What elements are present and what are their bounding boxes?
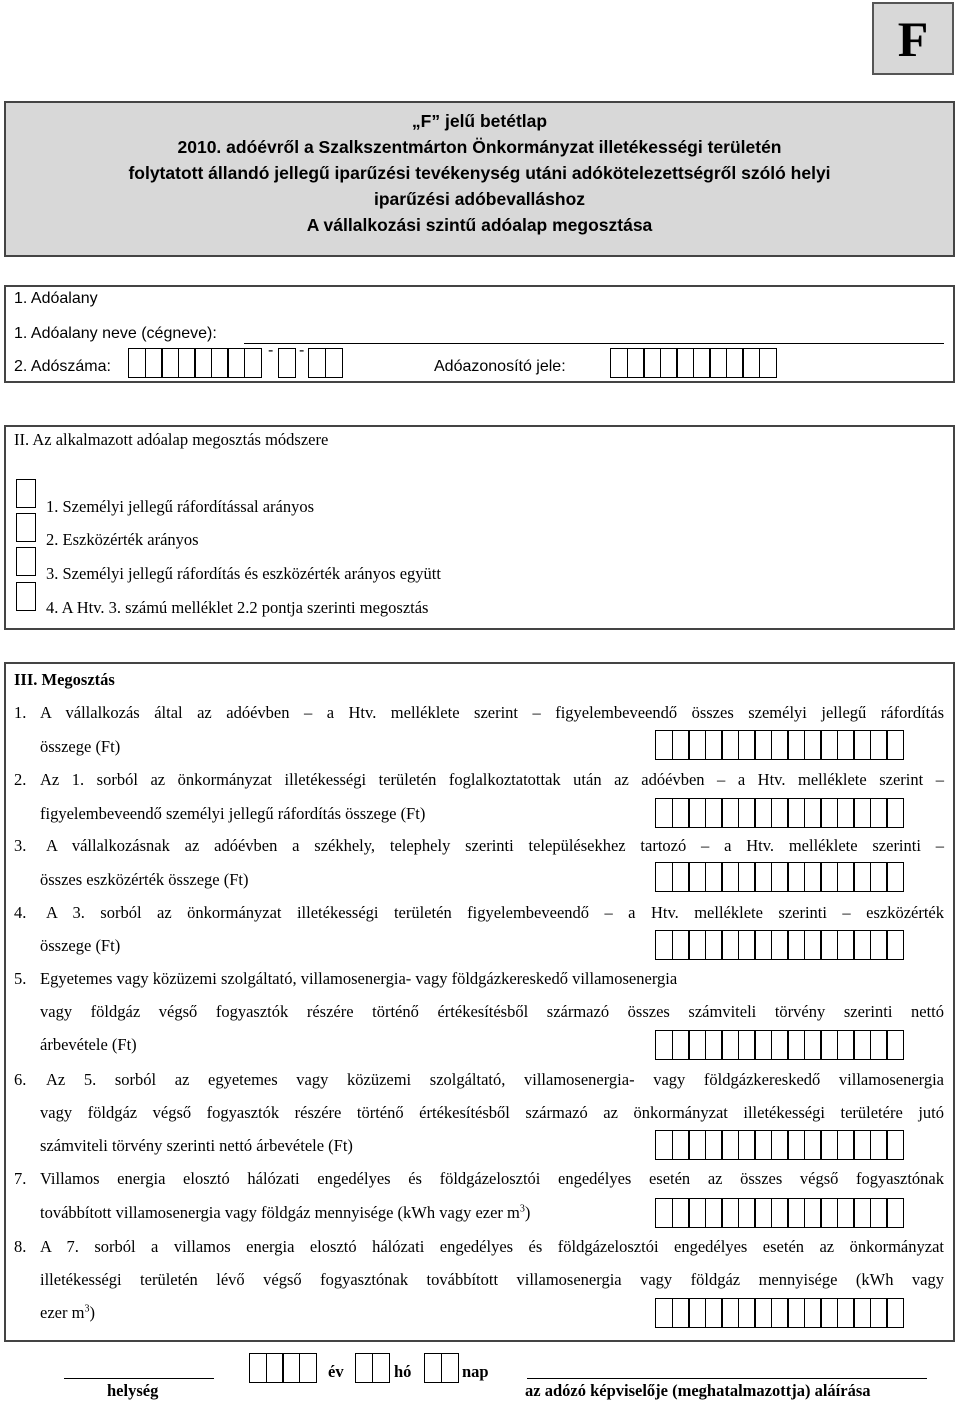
- digit-box[interactable]: [837, 1130, 855, 1160]
- digit-box[interactable]: [787, 798, 805, 828]
- digit-box[interactable]: [804, 862, 822, 892]
- digit-box[interactable]: [787, 1198, 805, 1228]
- digit-box[interactable]: [643, 348, 661, 378]
- digit-box[interactable]: [771, 862, 789, 892]
- digit-box[interactable]: [282, 1353, 300, 1383]
- digit-box[interactable]: [886, 798, 904, 828]
- dash-separator: -: [268, 342, 274, 359]
- item-number: 7.: [14, 1169, 27, 1188]
- digit-box[interactable]: [771, 1030, 789, 1060]
- digit-box[interactable]: [672, 1030, 690, 1060]
- item-number: 6.: [14, 1070, 27, 1089]
- amount-boxes-6[interactable]: [655, 1130, 903, 1160]
- digit-box[interactable]: [672, 1298, 690, 1328]
- dash-separator: -: [299, 342, 305, 359]
- digit-box[interactable]: [672, 798, 690, 828]
- item-text: összege (Ft): [40, 737, 121, 756]
- method-checkbox-2[interactable]: [16, 513, 36, 542]
- digit-box[interactable]: [804, 1130, 822, 1160]
- item-text: figyelembeveendő személyi jellegű ráfordítás összege (Ft): [40, 804, 426, 823]
- digit-box[interactable]: [870, 1130, 888, 1160]
- digit-box[interactable]: [244, 348, 262, 378]
- digit-box[interactable]: [820, 862, 838, 892]
- digit-box[interactable]: [688, 930, 706, 960]
- digit-box[interactable]: [721, 1298, 739, 1328]
- day-label: nap: [462, 1362, 489, 1381]
- digit-box[interactable]: [837, 798, 855, 828]
- digit-box[interactable]: [655, 1130, 673, 1160]
- digit-box[interactable]: [705, 1130, 723, 1160]
- digit-box[interactable]: [754, 798, 772, 828]
- digit-box[interactable]: [738, 798, 756, 828]
- digit-box[interactable]: [771, 930, 789, 960]
- signature-label: az adózó képviselője (meghatalmazottja) aláírása: [525, 1381, 871, 1400]
- item-text: Villamos energia elosztó hálózati engedélyes és földgázelosztói engedélyes esetén az összes végső fogyasztónak: [40, 1169, 944, 1188]
- digit-box[interactable]: [820, 1130, 838, 1160]
- digit-box[interactable]: [853, 730, 871, 760]
- digit-box[interactable]: [804, 930, 822, 960]
- digit-box[interactable]: [787, 730, 805, 760]
- digit-box[interactable]: [308, 348, 326, 378]
- digit-box[interactable]: [738, 1130, 756, 1160]
- amount-boxes-1[interactable]: [655, 730, 903, 760]
- digit-box[interactable]: [820, 798, 838, 828]
- digit-box[interactable]: [688, 862, 706, 892]
- digit-box[interactable]: [787, 1298, 805, 1328]
- taxpayer-name-field[interactable]: [244, 343, 944, 344]
- digit-box[interactable]: [870, 930, 888, 960]
- digit-box[interactable]: [886, 862, 904, 892]
- digit-box[interactable]: [721, 1030, 739, 1060]
- digit-box[interactable]: [655, 730, 673, 760]
- digit-box[interactable]: [325, 348, 343, 378]
- digit-box[interactable]: [738, 1298, 756, 1328]
- digit-box[interactable]: [128, 348, 146, 378]
- digit-box[interactable]: [721, 1130, 739, 1160]
- digit-box[interactable]: [672, 930, 690, 960]
- digit-box[interactable]: [853, 1198, 871, 1228]
- place-label: helység: [107, 1381, 159, 1400]
- digit-box[interactable]: [787, 862, 805, 892]
- digit-box[interactable]: [278, 348, 296, 378]
- digit-box[interactable]: [688, 798, 706, 828]
- item-text: összes eszközérték összege (Ft): [40, 870, 249, 889]
- digit-box[interactable]: [787, 930, 805, 960]
- digit-box[interactable]: [870, 1198, 888, 1228]
- item-text: Az 1. sorból az önkormányzat illetékességi területén foglalkoztatottak után az adóévben – a Htv. melléklete szerint –: [40, 770, 944, 789]
- item-text: A vállalkozásnak az adóévben a székhely, telephely szerinti településekhez tartozó – a Htv. melléklete szerinti –: [46, 836, 944, 855]
- digit-box[interactable]: [754, 730, 772, 760]
- digit-box[interactable]: [721, 798, 739, 828]
- digit-box[interactable]: [672, 730, 690, 760]
- tax-id-boxes[interactable]: [610, 348, 775, 378]
- amount-boxes-4[interactable]: [655, 930, 903, 960]
- digit-box[interactable]: [726, 348, 744, 378]
- digit-box[interactable]: [693, 348, 711, 378]
- digit-box[interactable]: [705, 862, 723, 892]
- method-checkbox-3[interactable]: [16, 547, 36, 576]
- digit-box[interactable]: [886, 1298, 904, 1328]
- digit-box[interactable]: [355, 1353, 373, 1383]
- tax-id-label: Adóazonosító jele:: [434, 358, 566, 375]
- section-title: III. Megosztás: [14, 670, 115, 689]
- digit-box[interactable]: [870, 730, 888, 760]
- digit-box[interactable]: [227, 348, 245, 378]
- section-title: 1. Adóalany: [14, 290, 98, 307]
- digit-box[interactable]: [655, 1030, 673, 1060]
- section-title: II. Az alkalmazott adóalap megosztás módszere: [14, 430, 329, 449]
- digit-box[interactable]: [688, 1130, 706, 1160]
- digit-box[interactable]: [721, 1198, 739, 1228]
- month-label: hó: [394, 1362, 412, 1381]
- digit-box[interactable]: [837, 1030, 855, 1060]
- digit-box[interactable]: [655, 1298, 673, 1328]
- item-text: számviteli törvény szerinti nettó árbevétele (Ft): [40, 1136, 353, 1155]
- digit-box[interactable]: [424, 1353, 442, 1383]
- item-number: 8.: [14, 1237, 27, 1256]
- year-label: év: [328, 1362, 344, 1381]
- day-boxes[interactable]: [424, 1353, 457, 1383]
- digit-box[interactable]: [870, 1030, 888, 1060]
- digit-box[interactable]: [672, 862, 690, 892]
- digit-box[interactable]: [804, 1298, 822, 1328]
- year-boxes[interactable]: [249, 1353, 315, 1383]
- digit-box[interactable]: [837, 1198, 855, 1228]
- digit-box[interactable]: [870, 798, 888, 828]
- digit-box[interactable]: [754, 1298, 772, 1328]
- item-number: 2.: [14, 770, 27, 789]
- digit-box[interactable]: [820, 730, 838, 760]
- header-line: iparűzési adóbevalláshoz: [373, 189, 586, 209]
- digit-box[interactable]: [870, 1298, 888, 1328]
- tax-number-main-boxes[interactable]: [128, 348, 260, 378]
- digit-box[interactable]: [820, 1030, 838, 1060]
- digit-box[interactable]: [759, 348, 777, 378]
- digit-box[interactable]: [787, 1030, 805, 1060]
- digit-box[interactable]: [610, 348, 628, 378]
- digit-box[interactable]: [676, 348, 694, 378]
- digit-box[interactable]: [655, 1198, 673, 1228]
- digit-box[interactable]: [754, 1198, 772, 1228]
- digit-box[interactable]: [738, 862, 756, 892]
- item-text: illetékességi területén lévő végső fogyasztónak továbbított villamosenergia vagy földgáz mennyisége (kWh vagy: [40, 1270, 944, 1289]
- digit-box[interactable]: [705, 1030, 723, 1060]
- digit-box[interactable]: [853, 1130, 871, 1160]
- item-text: továbbított villamosenergia vagy földgáz mennyisége (kWh vagy ezer $m^3$): [40, 1203, 531, 1222]
- digit-box[interactable]: [870, 862, 888, 892]
- amount-boxes-5[interactable]: [655, 1030, 903, 1060]
- month-boxes[interactable]: [355, 1353, 388, 1383]
- digit-box[interactable]: [837, 1298, 855, 1328]
- digit-box[interactable]: [709, 348, 727, 378]
- digit-box[interactable]: [886, 730, 904, 760]
- digit-box[interactable]: [804, 730, 822, 760]
- digit-box[interactable]: [705, 1198, 723, 1228]
- digit-box[interactable]: [705, 930, 723, 960]
- item-text: ezer $m^3$): [40, 1303, 95, 1322]
- digit-box[interactable]: [705, 730, 723, 760]
- digit-box[interactable]: [721, 730, 739, 760]
- digit-box[interactable]: [672, 1198, 690, 1228]
- digit-box[interactable]: [886, 1198, 904, 1228]
- method-checkbox-4[interactable]: [16, 582, 36, 611]
- item-text: árbevétele (Ft): [40, 1035, 137, 1054]
- digit-box[interactable]: [804, 798, 822, 828]
- digit-box[interactable]: [771, 1198, 789, 1228]
- digit-box[interactable]: [655, 930, 673, 960]
- digit-box[interactable]: [771, 730, 789, 760]
- digit-box[interactable]: [688, 1298, 706, 1328]
- digit-box[interactable]: [688, 1198, 706, 1228]
- method-option-label: 2. Eszközérték arányos: [46, 530, 199, 549]
- digit-box[interactable]: [787, 1130, 805, 1160]
- method-checkbox-1[interactable]: [16, 479, 36, 508]
- digit-box[interactable]: [754, 1030, 772, 1060]
- digit-box[interactable]: [837, 930, 855, 960]
- digit-box[interactable]: [441, 1353, 459, 1383]
- digit-box[interactable]: [145, 348, 163, 378]
- digit-box[interactable]: [211, 348, 229, 378]
- digit-box[interactable]: [738, 730, 756, 760]
- digit-box[interactable]: [660, 348, 678, 378]
- header-line: folytatott állandó jellegű iparűzési tevékenység utáni adókötelezettségről szóló helyi: [128, 163, 831, 183]
- signature-field[interactable]: [527, 1378, 927, 1379]
- digit-box[interactable]: [738, 1030, 756, 1060]
- digit-box[interactable]: [886, 1030, 904, 1060]
- method-option-label: 4. A Htv. 3. számú melléklet 2.2 pontja szerinti megosztás: [46, 598, 429, 617]
- item-text: vagy földgáz végső fogyasztók részére történő értékesítésből származó összes számviteli törvény szerinti nettó: [40, 1002, 944, 1021]
- digit-box[interactable]: [853, 798, 871, 828]
- header-subtitle: A vállalkozási szintű adóalap megosztása: [306, 215, 653, 235]
- digit-box[interactable]: [266, 1353, 284, 1383]
- digit-box[interactable]: [853, 930, 871, 960]
- item-text: Az 5. sorból az egyetemes vagy közüzemi szolgáltató, villamosenergia- vagy földgázkereskedő villamosenergia: [46, 1070, 944, 1089]
- digit-box[interactable]: [820, 1198, 838, 1228]
- place-field[interactable]: [64, 1378, 214, 1379]
- digit-box[interactable]: [804, 1030, 822, 1060]
- digit-box[interactable]: [655, 798, 673, 828]
- digit-box[interactable]: [820, 1298, 838, 1328]
- digit-box[interactable]: [721, 930, 739, 960]
- digit-box[interactable]: [742, 348, 760, 378]
- item-text: Egyetemes vagy közüzemi szolgáltató, villamosenergia- vagy földgázkereskedő villamosenergia: [40, 969, 678, 988]
- digit-box[interactable]: [853, 862, 871, 892]
- item-text: A vállalkozás által az adóévben – a Htv. melléklete szerint – figyelembeveendő összes személyi jellegű ráfordítás: [40, 703, 944, 722]
- form-letter-badge: F: [872, 2, 954, 75]
- digit-box[interactable]: [754, 1130, 772, 1160]
- digit-box[interactable]: [688, 1030, 706, 1060]
- digit-box[interactable]: [754, 930, 772, 960]
- digit-box[interactable]: [194, 348, 212, 378]
- method-option-label: 3. Személyi jellegű ráfordítás és eszközérték arányos együtt: [46, 564, 441, 583]
- digit-box[interactable]: [655, 862, 673, 892]
- digit-box[interactable]: [804, 1198, 822, 1228]
- digit-box[interactable]: [886, 1130, 904, 1160]
- digit-box[interactable]: [886, 930, 904, 960]
- digit-box[interactable]: [771, 1298, 789, 1328]
- digit-box[interactable]: [721, 862, 739, 892]
- item-number: 5.: [14, 969, 27, 988]
- item-text: összege (Ft): [40, 936, 121, 955]
- header-title: „F” jelű betétlap: [411, 111, 548, 131]
- digit-box[interactable]: [837, 730, 855, 760]
- digit-box[interactable]: [249, 1353, 267, 1383]
- form-header: [4, 101, 955, 257]
- digit-box[interactable]: [161, 348, 179, 378]
- item-text: vagy földgáz végső fogyasztók részére történő értékesítésből származó az önkormányzat illetékességi területére jutó: [40, 1103, 944, 1122]
- item-text: A 7. sorból a villamos energia elosztó hálózati engedélyes és földgázelosztói engedélyes esetén az önkormányzat: [40, 1237, 944, 1256]
- digit-box[interactable]: [738, 930, 756, 960]
- tax-number-county-boxes[interactable]: [308, 348, 341, 378]
- amount-boxes-2[interactable]: [655, 798, 903, 828]
- digit-box[interactable]: [672, 1130, 690, 1160]
- item-number: 3.: [14, 836, 27, 855]
- digit-box[interactable]: [853, 1298, 871, 1328]
- digit-box[interactable]: [627, 348, 645, 378]
- digit-box[interactable]: [853, 1030, 871, 1060]
- amount-boxes-7[interactable]: [655, 1198, 903, 1228]
- item-text: A 3. sorból az önkormányzat illetékességi területén figyelembeveendő – a Htv. melléklete szerinti – eszközérték: [46, 903, 944, 922]
- digit-box[interactable]: [372, 1353, 390, 1383]
- tax-number-label: 2. Adószáma:: [14, 358, 111, 375]
- amount-boxes-3[interactable]: [655, 862, 903, 892]
- digit-box[interactable]: [705, 1298, 723, 1328]
- digit-box[interactable]: [771, 1130, 789, 1160]
- digit-box[interactable]: [837, 862, 855, 892]
- method-option-label: 1. Személyi jellegű ráfordítással arányos: [46, 497, 315, 516]
- taxpayer-name-label: 1. Adóalany neve (cégneve):: [14, 325, 217, 342]
- digit-box[interactable]: [820, 930, 838, 960]
- digit-box[interactable]: [299, 1353, 317, 1383]
- amount-boxes-8[interactable]: [655, 1298, 903, 1328]
- tax-number-vat-box[interactable]: [278, 348, 295, 378]
- digit-box[interactable]: [738, 1198, 756, 1228]
- digit-box[interactable]: [688, 730, 706, 760]
- item-number: 4.: [14, 903, 27, 922]
- digit-box[interactable]: [178, 348, 196, 378]
- digit-box[interactable]: [771, 798, 789, 828]
- item-number: 1.: [14, 703, 27, 722]
- digit-box[interactable]: [754, 862, 772, 892]
- header-line: 2010. adóévről a Szalkszentmárton Önkormányzat illetékességi területén: [177, 137, 782, 157]
- digit-box[interactable]: [705, 798, 723, 828]
